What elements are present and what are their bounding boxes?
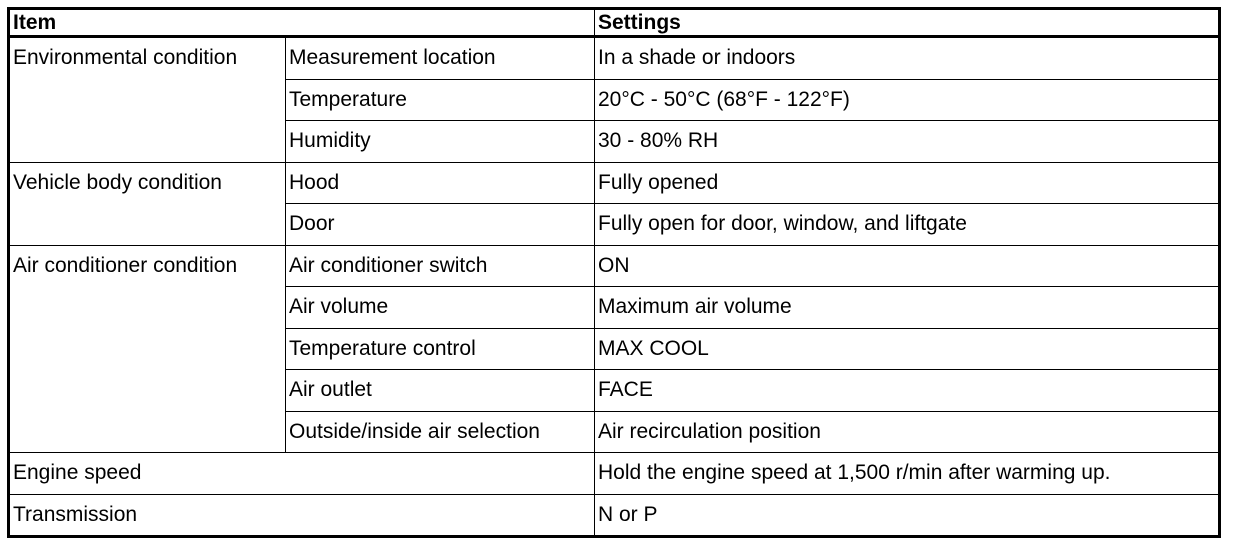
setting-cell: Maximum air volume [595, 287, 1220, 329]
table-row [9, 162, 1220, 204]
group-environmental-condition: Environmental condition [9, 37, 286, 163]
setting-cell: Fully opened [595, 162, 1220, 204]
group-air-conditioner-condition: Air conditioner condition [9, 245, 286, 453]
table-row [9, 453, 1220, 495]
setting-cell: N or P [595, 494, 1220, 537]
sub-item-cell: Hood [286, 162, 595, 204]
item-transmission: Transmission [9, 494, 595, 537]
setting-cell: MAX COOL [595, 328, 1220, 370]
header-item: Item [9, 9, 595, 37]
setting-cell: 20°C - 50°C (68°F - 122°F) [595, 79, 1220, 121]
setting-cell: In a shade or indoors [595, 37, 1220, 80]
sub-item-cell: Air conditioner switch [286, 245, 595, 287]
sub-item-cell: Air outlet [286, 370, 595, 412]
setting-cell: FACE [595, 370, 1220, 412]
table-row [9, 245, 1220, 287]
item-engine-speed: Engine speed [9, 453, 595, 495]
sub-item-cell: Temperature [286, 79, 595, 121]
setting-cell: Air recirculation position [595, 411, 1220, 453]
setting-cell: 30 - 80% RH [595, 121, 1220, 163]
sub-item-cell: Outside/inside air selection [286, 411, 595, 453]
settings-table [7, 7, 1221, 538]
setting-cell: Hold the engine speed at 1,500 r/min after warming up. [595, 453, 1220, 495]
setting-cell: Fully open for door, window, and liftgate [595, 204, 1220, 246]
sub-item-cell: Humidity [286, 121, 595, 163]
setting-cell: ON [595, 245, 1220, 287]
header-settings: Settings [595, 9, 1220, 37]
sub-item-cell: Temperature control [286, 328, 595, 370]
sub-item-cell: Measurement location [286, 37, 595, 80]
table-row [9, 37, 1220, 80]
header-row [9, 9, 1220, 37]
sub-item-cell: Air volume [286, 287, 595, 329]
group-vehicle-body-condition: Vehicle body condition [9, 162, 286, 245]
sub-item-cell: Door [286, 204, 595, 246]
table-row [9, 494, 1220, 537]
